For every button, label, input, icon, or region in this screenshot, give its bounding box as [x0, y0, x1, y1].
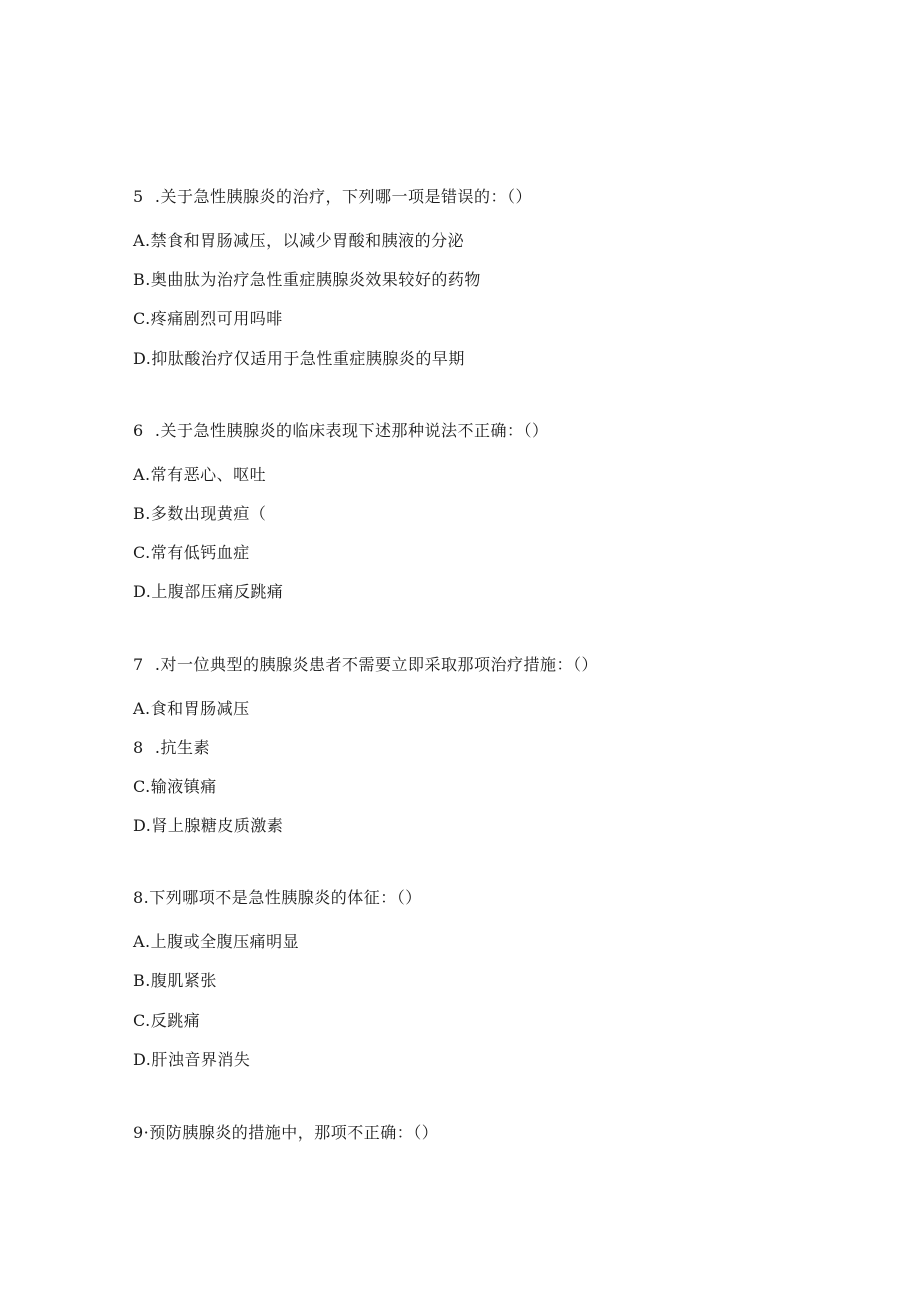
question-6-option-a: A.常有恶心、呕吐	[133, 465, 267, 484]
question-8-option-d: D.肝浊音界消失	[133, 1050, 251, 1069]
question-6-option-b: B.多数出现黄疸（	[133, 504, 267, 523]
question-6-text: 6 .关于急性胰腺炎的临床表现下述那种说法不正确：（）	[133, 421, 549, 440]
question-8-option-a: A.上腹或全腹压痛明显	[133, 932, 300, 951]
question-8-option-b: B.腹肌紧张	[133, 971, 217, 990]
question-9-text: 9·预防胰腺炎的措施中，那项不正确：（）	[133, 1123, 439, 1142]
question-8-option-c: C.反跳痛	[133, 1011, 201, 1030]
question-5-text: 5 .关于急性胰腺炎的治疗，下列哪一项是错误的：（）	[133, 187, 532, 206]
question-5-option-b: B.奥曲肽为治疗急性重症胰腺炎效果较好的药物	[133, 270, 481, 289]
question-7-option-d: D.肾上腺糖皮质激素	[133, 816, 284, 835]
question-5-option-d: D.抑肽酸治疗仅适用于急性重症胰腺炎的早期	[133, 349, 465, 368]
question-7-option-b: 8 .抗生素	[133, 738, 210, 757]
question-6-option-c: C.常有低钙血症	[133, 543, 250, 562]
question-7-option-a: A.食和胃肠减压	[133, 699, 250, 718]
question-6-option-d: D.上腹部压痛反跳痛	[133, 582, 284, 601]
question-8-text: 8.下列哪项不是急性胰腺炎的体征：（）	[133, 888, 422, 907]
question-7-text: 7 .对一位典型的胰腺炎患者不需要立即采取那项治疗措施：（）	[133, 655, 598, 674]
question-5-option-a: A.禁食和胃肠减压，以减少胃酸和胰液的分泌	[133, 231, 465, 250]
question-7-option-c: C.输液镇痛	[133, 777, 217, 796]
question-5-option-c: C.疼痛剧烈可用吗啡	[133, 309, 283, 328]
